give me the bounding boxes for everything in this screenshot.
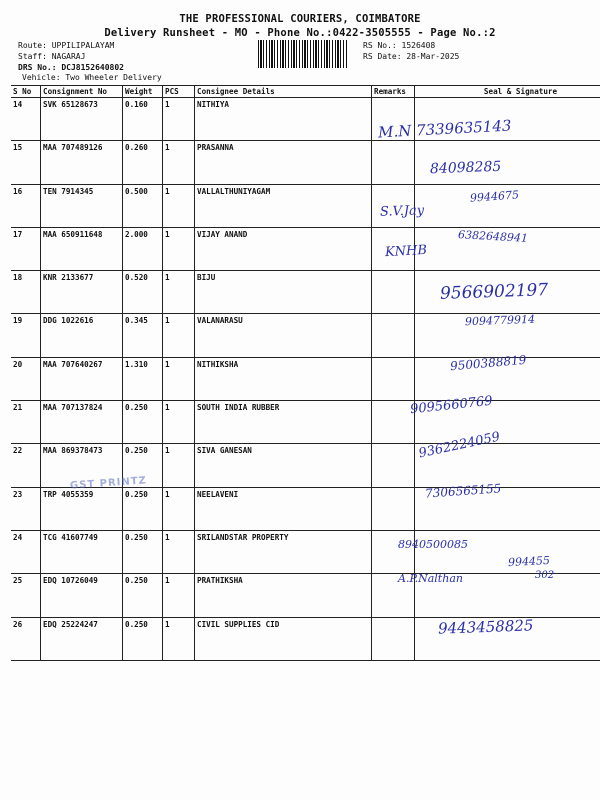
vehicle-label: Vehicle: Two Wheeler Delivery bbox=[22, 73, 162, 82]
cell-consignment: MAA 650911648 bbox=[41, 227, 123, 270]
handwritten-signature: S.V.Jay bbox=[379, 203, 425, 220]
company-title: THE PROFESSIONAL COURIERS, COIMBATORE bbox=[179, 13, 421, 25]
cell-pcs: 1 bbox=[163, 98, 195, 141]
handwritten-signature: KNHB bbox=[384, 242, 428, 261]
cell-weight: 0.160 bbox=[123, 98, 163, 141]
cell-sno: 20 bbox=[11, 357, 41, 400]
cell-remarks bbox=[372, 444, 415, 487]
cell-consignment: EDQ 10726049 bbox=[41, 574, 123, 617]
cell-consignee: NEELAVENI bbox=[195, 487, 372, 530]
cell-weight: 1.310 bbox=[123, 357, 163, 400]
cell-consignment: DDG 1022616 bbox=[41, 314, 123, 357]
handwritten-signature: 9095660769 bbox=[409, 393, 494, 418]
cell-weight: 0.250 bbox=[123, 530, 163, 573]
col-signature: Seal & Signature bbox=[415, 86, 600, 98]
rs-date: RS Date: 28-Mar-2025 bbox=[363, 52, 460, 61]
cell-consignee: VIJAY ANAND bbox=[195, 227, 372, 270]
cell-pcs: 1 bbox=[163, 487, 195, 530]
cell-consignee: VALLALTHUNIYAGAM bbox=[195, 184, 372, 227]
cell-pcs: 1 bbox=[163, 271, 195, 314]
drs-number: DRS No.: DCJ8152640802 bbox=[18, 63, 124, 72]
cell-consignee: BIJU bbox=[195, 271, 372, 314]
cell-remarks bbox=[372, 357, 415, 400]
handwritten-signature: 9566902197 bbox=[439, 280, 549, 304]
cell-remarks bbox=[372, 487, 415, 530]
handwritten-signature: M.N 7339635143 bbox=[377, 116, 512, 142]
cell-sno: 14 bbox=[11, 98, 41, 141]
cell-consignee: SIVA GANESAN bbox=[195, 444, 372, 487]
runsheet-table bbox=[11, 85, 600, 661]
col-remarks: Remarks bbox=[372, 86, 415, 98]
cell-sno: 16 bbox=[11, 184, 41, 227]
cell-pcs: 1 bbox=[163, 357, 195, 400]
barcode-image bbox=[258, 40, 348, 68]
col-pcs: PCS bbox=[163, 86, 195, 98]
cell-consignee: NITHIYA bbox=[195, 98, 372, 141]
staff-label: Staff: NAGARAJ bbox=[18, 52, 86, 61]
cell-consignment: KNR 2133677 bbox=[41, 271, 123, 314]
handwritten-signature: 9362224059 bbox=[417, 429, 502, 462]
table-row bbox=[11, 141, 600, 184]
cell-consignee: PRATHIKSHA bbox=[195, 574, 372, 617]
cell-sno: 22 bbox=[11, 444, 41, 487]
table-header-row bbox=[11, 86, 600, 98]
cell-pcs: 1 bbox=[163, 617, 195, 660]
handwritten-signature: 994455 bbox=[507, 553, 551, 570]
cell-consignment: MAA 869378473 bbox=[41, 444, 123, 487]
cell-remarks bbox=[372, 617, 415, 660]
cell-remarks bbox=[372, 530, 415, 573]
cell-pcs: 1 bbox=[163, 141, 195, 184]
cell-consignee: CIVIL SUPPLIES CID bbox=[195, 617, 372, 660]
cell-sno: 25 bbox=[11, 574, 41, 617]
cell-sno: 23 bbox=[11, 487, 41, 530]
handwritten-signature: 9094779914 bbox=[464, 312, 536, 329]
faded-stamp: GST PRINTZ bbox=[69, 475, 148, 492]
cell-remarks bbox=[372, 141, 415, 184]
cell-consignee: VALANARASU bbox=[195, 314, 372, 357]
table-row bbox=[11, 401, 600, 444]
table-row bbox=[11, 487, 600, 530]
handwritten-signature: 6382648941 bbox=[457, 228, 529, 245]
cell-pcs: 1 bbox=[163, 227, 195, 270]
cell-weight: 0.250 bbox=[123, 401, 163, 444]
cell-signature bbox=[415, 530, 600, 573]
cell-weight: 0.260 bbox=[123, 141, 163, 184]
cell-sno: 24 bbox=[11, 530, 41, 573]
cell-pcs: 1 bbox=[163, 314, 195, 357]
cell-weight: 2.000 bbox=[123, 227, 163, 270]
cell-consignment: TRP 4055359 bbox=[41, 487, 123, 530]
cell-consignment: MAA 707489126 bbox=[41, 141, 123, 184]
cell-consignment: TEN 7914345 bbox=[41, 184, 123, 227]
handwritten-signature: 84098285 bbox=[429, 158, 502, 178]
cell-pcs: 1 bbox=[163, 401, 195, 444]
col-consignee: Consignee Details bbox=[195, 86, 372, 98]
col-sno: S No bbox=[11, 86, 41, 98]
handwritten-signature: 9944675 bbox=[469, 188, 520, 205]
runsheet-subtitle: Delivery Runsheet - MO - Phone No.:0422-3505555 - Page No.:2 bbox=[104, 27, 496, 39]
cell-consignee: NITHIKSHA bbox=[195, 357, 372, 400]
cell-consignment: MAA 707640267 bbox=[41, 357, 123, 400]
cell-weight: 0.500 bbox=[123, 184, 163, 227]
cell-consignee: SOUTH INDIA RUBBER bbox=[195, 401, 372, 444]
cell-weight: 0.250 bbox=[123, 574, 163, 617]
cell-remarks bbox=[372, 401, 415, 444]
handwritten-signature: 9500388819 bbox=[449, 352, 527, 374]
cell-consignee: SRILANDSTAR PROPERTY bbox=[195, 530, 372, 573]
cell-consignee: PRASANNA bbox=[195, 141, 372, 184]
cell-remarks bbox=[372, 314, 415, 357]
col-consignment: Consignment No bbox=[41, 86, 123, 98]
cell-consignment: SVK 65128673 bbox=[41, 98, 123, 141]
cell-sno: 19 bbox=[11, 314, 41, 357]
cell-sno: 17 bbox=[11, 227, 41, 270]
cell-weight: 0.250 bbox=[123, 617, 163, 660]
table-row bbox=[11, 574, 600, 617]
cell-weight: 0.520 bbox=[123, 271, 163, 314]
cell-pcs: 1 bbox=[163, 184, 195, 227]
cell-pcs: 1 bbox=[163, 444, 195, 487]
cell-weight: 0.250 bbox=[123, 444, 163, 487]
cell-pcs: 1 bbox=[163, 574, 195, 617]
handwritten-signature: 9443458825 bbox=[437, 616, 534, 638]
handwritten-signature: A.P.Nalthan bbox=[398, 572, 463, 585]
cell-weight: 0.345 bbox=[123, 314, 163, 357]
cell-remarks bbox=[372, 271, 415, 314]
cell-pcs: 1 bbox=[163, 530, 195, 573]
cell-sno: 18 bbox=[11, 271, 41, 314]
route-label: Route: UPPILIPALAYAM bbox=[18, 41, 115, 50]
rs-number: RS No.: 1526408 bbox=[363, 41, 436, 50]
cell-sno: 15 bbox=[11, 141, 41, 184]
cell-consignment: MAA 707137824 bbox=[41, 401, 123, 444]
handwritten-signature: 7306565155 bbox=[424, 481, 502, 501]
cell-weight: 0.250 bbox=[123, 487, 163, 530]
cell-sno: 21 bbox=[11, 401, 41, 444]
cell-sno: 26 bbox=[11, 617, 41, 660]
cell-consignment: EDQ 25224247 bbox=[41, 617, 123, 660]
handwritten-signature: 302 bbox=[535, 570, 555, 581]
col-weight: Weight bbox=[123, 86, 163, 98]
handwritten-signature: 8940500085 bbox=[398, 538, 468, 551]
cell-consignment: TCG 41607749 bbox=[41, 530, 123, 573]
